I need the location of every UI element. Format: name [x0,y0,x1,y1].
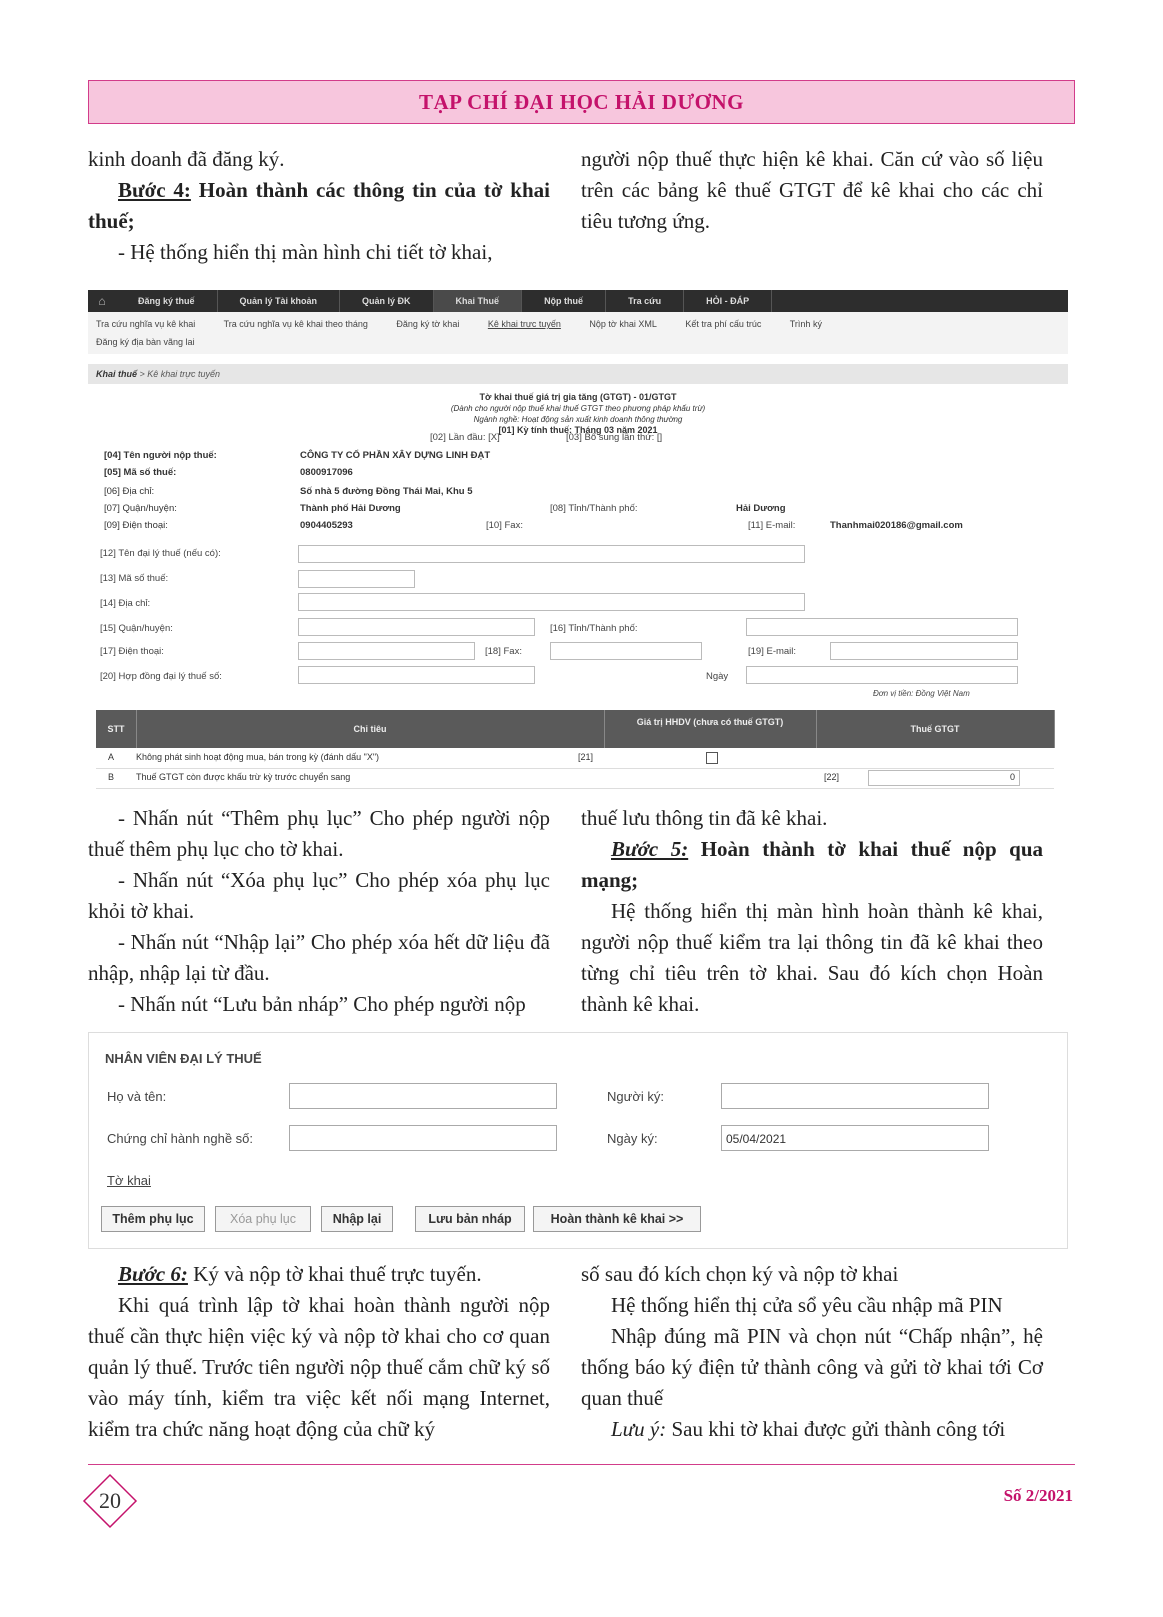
fullname-label: Họ và tên: [107,1089,167,1104]
step4-paragraph [88,175,550,237]
agent-fax-label: [18] Fax: [485,646,522,657]
sign-date-label: Ngày ký: [607,1131,658,1146]
breadcrumb-main[interactable]: Khai thuế [96,369,138,379]
nav-quan-ly-tai-khoan[interactable]: Quản lý Tài khoản [218,290,341,312]
paragraph: Nhập đúng mã PIN và chọn nút “Chấp nhận”, hệ thống báo ký điện tử thành công và gửi tờ khai tới Cơ quan thuế [581,1324,1043,1410]
tax-code-value: 0800917096 [300,467,353,478]
no-activity-checkbox[interactable] [706,752,718,764]
journal-title: TẠP CHÍ ĐẠI HỌC HẢI DƯƠNG [419,89,744,114]
agent-phone-input[interactable] [298,642,475,660]
subnav-item[interactable]: Tra cứu nghĩa vụ kê khai theo tháng [223,319,368,329]
agent-district-label: [15] Quận/huyện: [100,623,173,634]
agent-address-input[interactable] [298,593,805,611]
step5-text: Hoàn thành tờ khai thuế nộp qua mạng; [581,837,1044,892]
subnav-item[interactable]: Nộp tờ khai XML [589,319,657,329]
row-text: Thuế GTGT còn được khấu trừ kỳ trước chuyển sang [136,772,351,782]
top-left-column [88,144,550,268]
step5-label: Bước 5: [611,837,689,861]
agent-phone-label: [17] Điện thoại: [100,646,164,657]
address-label: [06] Địa chỉ: [104,486,155,497]
phone-value: 0904405293 [300,520,353,531]
agent-address-label: [14] Địa chỉ: [100,598,151,609]
subnav-item[interactable]: Đăng ký địa bàn vãng lai [96,337,195,347]
form-title-block [88,392,1068,436]
agent-tax-code-label: [13] Mã số thuế: [100,573,169,584]
carried-tax-value: 0 [1009,772,1015,782]
supplement-label: [03] Bổ sung lần thứ: [] [566,432,663,443]
agent-province-input[interactable] [746,618,1018,636]
paragraph: kinh doanh đã đăng ký. [88,147,285,171]
table-row [96,748,1054,769]
breadcrumb-sub: > Kê khai trực tuyến [137,369,221,379]
th-thue: Thuế GTGT [816,710,1055,748]
note-label: Lưu ý: [611,1417,667,1441]
row-text: Không phát sinh hoạt động mua, bán trong kỳ (đánh dấu "X") [136,752,380,762]
district-label: [07] Quận/huyện: [104,503,177,514]
agent-email-input[interactable] [830,642,1018,660]
paragraph: - Nhấn nút “Lưu bản nháp” Cho phép người nộp [118,992,526,1016]
th-chi-tieu: Chỉ tiêu [136,710,605,748]
th-gia-tri: Giá trị HHDV (chưa có thuế GTGT) [604,710,817,748]
signer-label: Người ký: [607,1089,664,1104]
row-stt: B [108,772,115,782]
agent-fax-input[interactable] [550,642,702,660]
bottom-right-column [581,1259,1043,1445]
nav-nop-thue[interactable]: Nộp thuế [522,290,606,312]
fax-label: [10] Fax: [486,520,523,531]
row-code: [21] [578,752,594,762]
nav-quan-ly-dk[interactable]: Quản lý ĐK [340,290,434,312]
nav-hoi-dap[interactable]: HỎI - ĐÁP [684,290,772,312]
tax-code-label: [05] Mã số thuế: [104,467,177,478]
footer-divider [88,1464,1075,1465]
reset-button[interactable]: Nhập lại [321,1206,393,1232]
issue-number: Số 2/2021 [1003,1486,1073,1505]
journal-header [88,80,1075,124]
tax-form-screenshot [88,290,1068,803]
th-stt: STT [96,710,137,748]
mid-right-column [581,803,1043,1020]
taxpayer-name-label: [04] Tên người nộp thuế: [104,450,217,461]
subnav-item[interactable]: Kết tra phí cấu trúc [685,319,762,329]
breadcrumb [88,364,1068,384]
note-text: Sau khi tờ khai được gửi thành công tới [666,1417,1006,1441]
step6-label: Bước 6: [118,1262,188,1286]
sign-date-input[interactable]: 05/04/2021 [721,1125,989,1151]
fullname-input[interactable] [289,1083,557,1109]
table-row [96,768,1054,789]
contract-date-input[interactable] [746,666,1018,684]
paragraph: - Hệ thống hiển thị màn hình chi tiết tờ khai, [118,240,493,264]
paragraph: người nộp thuế thực hiện kê khai. Căn cứ vào số liệu trên các bảng kê thuế GTGT để kê khai cho các chỉ tiêu tương ứng. [581,147,1043,233]
province-label: [08] Tỉnh/Thành phố: [550,503,638,514]
bottom-left-column [88,1259,550,1445]
contract-date-label: Ngày [706,671,729,682]
paragraph: - Nhấn nút “Nhập lại” Cho phép xóa hết dữ liệu đã nhập, nhập lại từ đầu. [88,930,550,985]
nav-tra-cuu[interactable]: Tra cứu [606,290,684,312]
paragraph: Hệ thống hiển thị cửa sổ yêu cầu nhập mã PIN [611,1293,1003,1317]
paragraph: Hệ thống hiển thị màn hình hoàn thành kê khai, người nộp thuế kiểm tra lại thông tin đã kê khai theo từng chỉ tiêu trên tờ khai. Sau đó kích chọn Hoàn thành kê khai. [581,899,1043,1016]
subnav-item[interactable]: Trình ký [789,319,822,329]
subnav-item[interactable]: Tra cứu nghĩa vụ kê khai [96,319,196,329]
main-nav [88,290,1068,312]
first-time-label: [02] Lần đầu: [X] [430,432,500,443]
district-value: Thành phố Hải Dương [300,503,401,514]
note-paragraph [581,1414,1043,1445]
step4-text: Hoàn thành các thông tin của tờ khai thuế; [88,178,551,233]
nav-khai-thue[interactable]: Khai Thuế [434,290,523,312]
signer-input[interactable] [721,1083,989,1109]
paragraph: Khi quá trình lập tờ khai hoàn thành người nộp thuế cần thực hiện việc ký và nộp tờ khai cho cơ quan quản lý thuế. Trước tiên người nộp thuế cắm chữ ký số vào máy tính, kiểm tra việc kết nối mạng Internet, kiểm tra chức năng hoạt động của chữ ký [88,1293,550,1441]
form-subtitle: (Dành cho người nộp thuế khai thuế GTGT theo phương pháp khấu trừ) [450,404,706,413]
complete-declaration-button[interactable]: Hoàn thành kê khai >> [533,1206,701,1232]
step6-text: Ký và nộp tờ khai thuế trực tuyến. [187,1262,482,1286]
nav-dang-ky-thue[interactable]: Đăng ký thuế [116,290,218,312]
row-stt: A [108,752,115,762]
delete-appendix-button[interactable]: Xóa phụ lục [215,1206,311,1232]
agent-name-label: [12] Tên đại lý thuế (nếu có): [100,548,221,559]
paragraph: thuế lưu thông tin đã kê khai. [581,806,828,830]
subnav-item-active[interactable]: Kê khai trực tuyến [487,319,561,329]
form-period: [01] Kỳ tính thuế: Tháng 03 năm 2021 [498,425,658,435]
row-code: [22] [824,772,840,782]
province-value: Hải Dương [736,503,786,514]
phone-label: [09] Điện thoại: [104,520,168,531]
step5-paragraph [581,834,1043,896]
declaration-link[interactable]: Tờ khai [107,1173,151,1188]
table-header [96,710,1054,748]
paragraph: - Nhấn nút “Xóa phụ lục” Cho phép xóa phụ lục khỏi tờ khai. [88,868,550,923]
agent-panel-screenshot [88,1032,1068,1249]
step4-label: Bước 4: [118,178,191,202]
agent-contract-input[interactable] [298,666,535,684]
agent-email-label: [19] E-mail: [748,646,797,657]
certificate-label: Chứng chỉ hành nghề số: [107,1131,254,1146]
agent-province-label: [16] Tỉnh/Thành phố: [550,623,638,634]
agent-contract-label: [20] Hợp đồng đại lý thuế số: [100,671,222,682]
sub-nav [88,312,1068,354]
agent-tax-code-input[interactable] [298,570,415,588]
currency-unit: Đơn vị tiền: Đồng Việt Nam [873,689,970,698]
step6-paragraph [88,1259,550,1290]
page-number: 20 [99,1488,121,1513]
top-right-column [581,144,1043,237]
paragraph: số sau đó kích chọn ký và nộp tờ khai [581,1262,899,1286]
email-label: [11] E-mail: [748,520,796,531]
add-appendix-button[interactable]: Thêm phụ lục [101,1206,205,1232]
save-draft-button[interactable]: Lưu bản nháp [415,1206,525,1232]
taxpayer-name-value: CÔNG TY CỔ PHẦN XÂY DỰNG LINH ĐẠT [300,450,491,461]
page-number-badge [82,1473,138,1529]
home-icon[interactable]: ⌂ [98,294,106,308]
form-title: Tờ khai thuế giá trị gia tăng (GTGT) - 01/GTGT [479,392,677,402]
certificate-input[interactable] [289,1125,557,1151]
mid-left-column [88,803,550,1020]
carried-tax-input[interactable] [868,770,1020,786]
email-value: Thanhmai020186@gmail.com [830,520,963,531]
agent-panel-title: NHÂN VIÊN ĐẠI LÝ THUẾ [105,1051,262,1066]
agent-name-input[interactable] [298,545,805,563]
address-value: Số nhà 5 đường Đồng Thái Mai, Khu 5 [300,486,473,497]
subnav-item[interactable]: Đăng ký tờ khai [396,319,460,329]
agent-district-input[interactable] [298,618,535,636]
form-industry: Ngành nghề: Hoạt động sản xuất kinh doanh thông thường [473,415,683,424]
paragraph: - Nhấn nút “Thêm phụ lục” Cho phép người nộp thuế thêm phụ lục cho tờ khai. [88,806,550,861]
